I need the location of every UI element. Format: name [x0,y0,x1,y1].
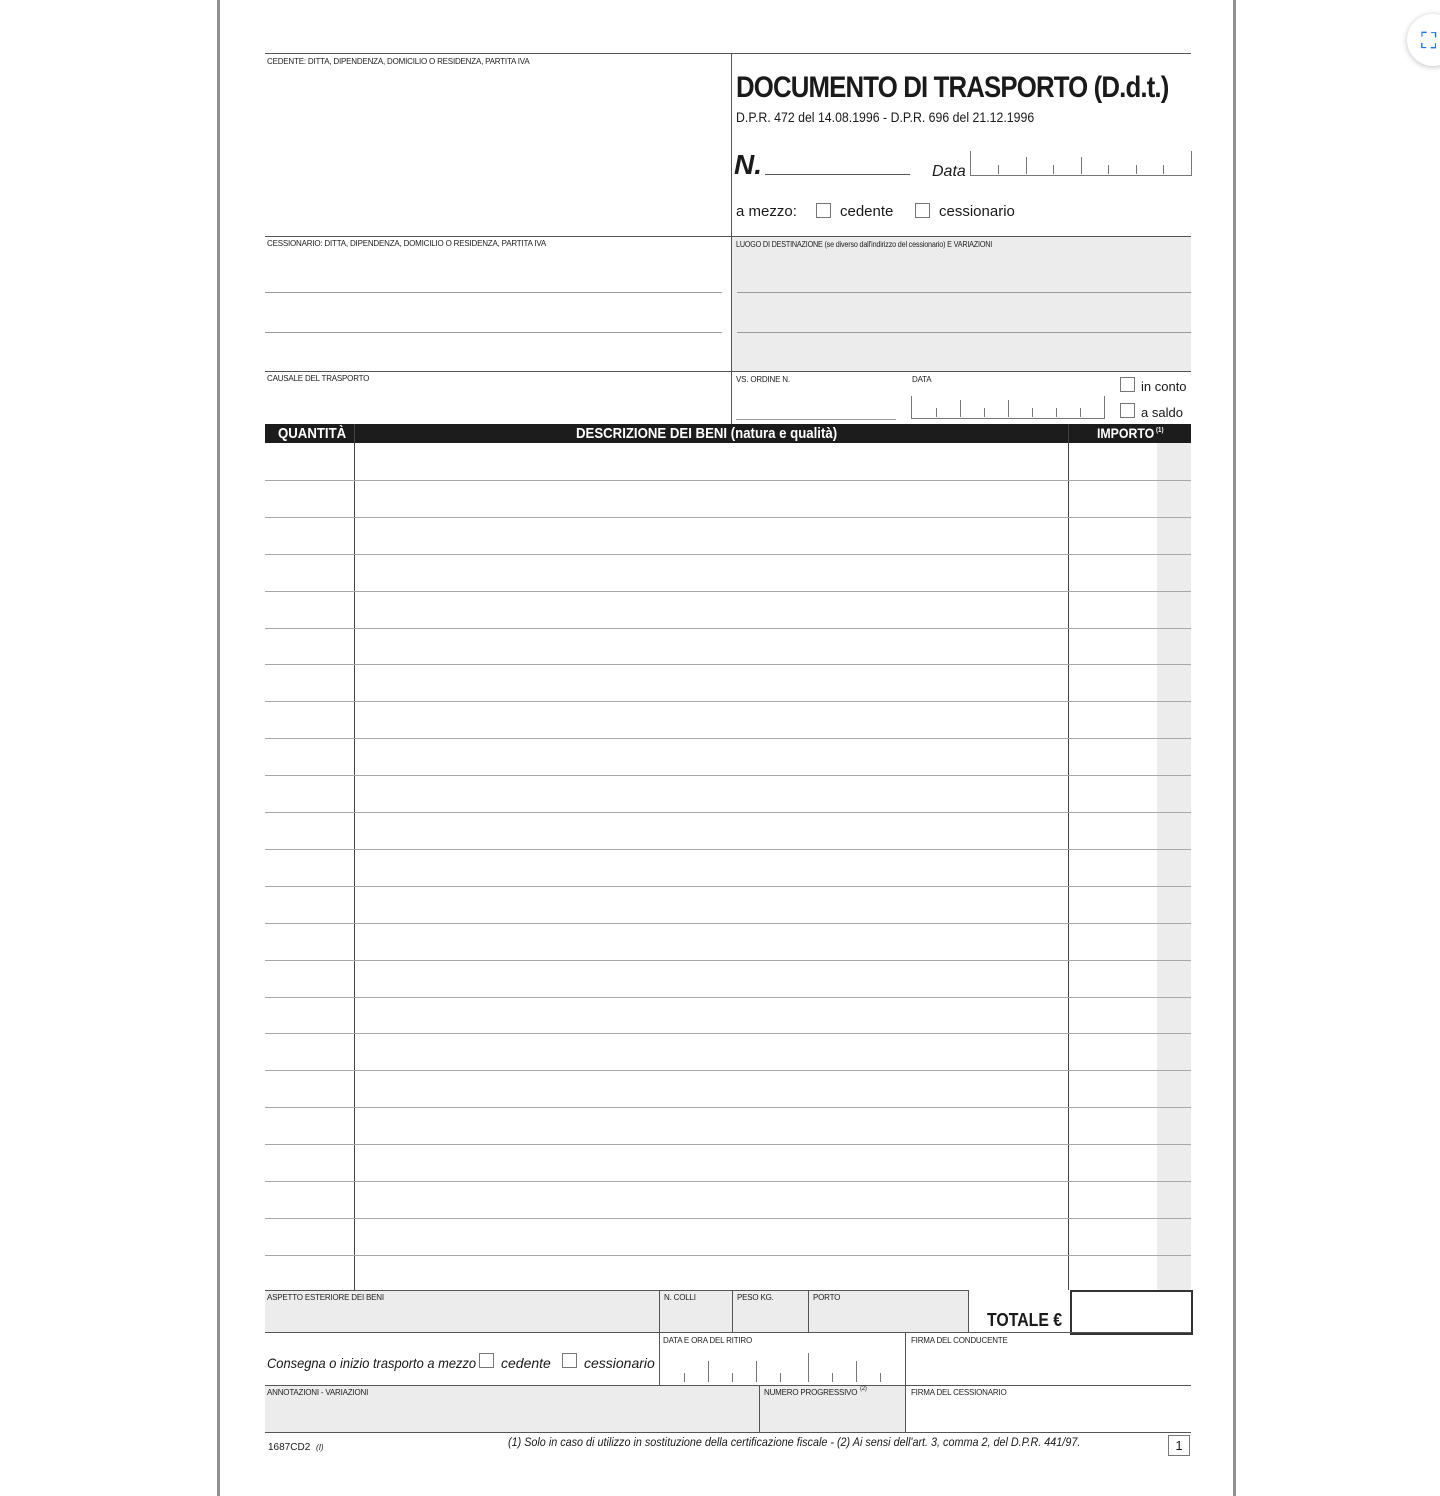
visual-search-button[interactable] [1407,14,1440,66]
table-row-line [265,517,1191,518]
causale-label: CAUSALE DEL TRASPORTO [267,374,370,383]
cessionario-line-2[interactable] [265,332,722,333]
firma-conducente-label: FIRMA DEL CONDUCENTE [911,1336,1008,1345]
consegna-cessionario-checkbox[interactable] [562,1353,577,1368]
a-saldo-checkbox[interactable] [1120,403,1135,418]
table-row-line [265,849,1191,850]
page-border-left [217,0,220,1496]
causale-divider [731,371,732,424]
table-row-line [265,997,1191,998]
table-rows[interactable] [265,443,1191,1290]
table-row-line [265,628,1191,629]
ordine-label: VS. ORDINE N. [736,375,790,384]
table-row-line [265,1144,1191,1145]
colli-label: N. COLLI [664,1293,696,1302]
luogo-line-2 [737,332,1191,333]
table-row-line [265,554,1191,555]
table-row-line [265,701,1191,702]
footer-bottom-border [265,1432,1191,1433]
table-row-line [265,1107,1191,1108]
mezzo-cedente-checkbox[interactable] [816,203,831,218]
document-title: DOCUMENTO DI TRASPORTO (D.d.t.) [736,71,1169,104]
peso-divider [732,1290,733,1332]
luogo-line-1 [737,292,1191,293]
cedente-label: CEDENTE: DITTA, DIPENDENZA, DOMICILIO O RESIDENZA, PARTITA IVA [267,57,530,66]
consegna-cessionario-label: cessionario [584,1355,655,1371]
table-row-line [265,480,1191,481]
table-row-line [265,1181,1191,1182]
ordine-field[interactable] [736,419,896,420]
header-descrizione: DESCRIZIONE DEI BENI (natura e qualità) [576,425,838,442]
ritiro-label: DATA E ORA DEL RITIRO [663,1336,753,1345]
header-importo-note: (1) [1156,427,1164,434]
annotazioni-label: ANNOTAZIONI - VARIAZIONI [267,1388,369,1397]
table-row-line [265,1070,1191,1071]
firma-cessionario-label: FIRMA DEL CESSIONARIO [911,1388,1007,1397]
aspetto-label: ASPETTO ESTERIORE DEI BENI [267,1293,384,1302]
visual-search-icon: ⛶ [1421,29,1437,54]
consegna-cedente-label: cedente [501,1355,551,1371]
mezzo-cessionario-label: cessionario [939,203,1015,220]
mezzo-cessionario-checkbox[interactable] [915,203,930,218]
table-row-line [265,775,1191,776]
cessionario-line-1[interactable] [265,292,722,293]
table-row-line [265,812,1191,813]
mezzo-cedente-label: cedente [840,203,894,220]
ordine-data-label: DATA [912,375,932,384]
in-conto-checkbox[interactable] [1120,377,1135,392]
progressivo-note: (2) [860,1386,867,1392]
annotazioni-border [265,1385,1191,1386]
footnote: (1) Solo in caso di utilizzo in sostituzione della certificazione fiscale - (2) Ai sensi dell'art. 3, comma 2, del D.P.R. 441/97. [508,1435,1081,1449]
totale-label: TOTALE € [987,1310,1063,1330]
table-row-line [265,738,1191,739]
table-row-line [265,1255,1191,1256]
firma-divider [905,1332,906,1432]
consegna-cedente-checkbox[interactable] [479,1353,494,1368]
date-label: Data [932,163,966,180]
porto-divider [808,1290,809,1332]
header-quantita: QUANTITÀ [278,425,347,442]
in-conto-label: in conto [1141,379,1187,394]
date-field[interactable] [970,151,1192,176]
table-row-line [265,664,1191,665]
causale-border [265,371,1191,372]
page-number: 1 [1168,1435,1190,1456]
progressivo-divider [759,1385,760,1432]
mezzo-label: a mezzo: [736,203,797,220]
luogo-label: LUOGO DI DESTINAZIONE (se diverso dall'indirizzo del cessionario) E VARIAZIONI [736,240,993,249]
header-importo: IMPORTO [1097,425,1155,441]
cessionario-label: CESSIONARIO: DITTA, DIPENDENZA, DOMICILIO O RESIDENZA, PARTITA IVA [267,239,546,248]
number-field[interactable] [765,174,910,175]
luogo-area[interactable] [732,237,1191,371]
consegna-label: Consegna o inizio trasporto a mezzo [267,1355,477,1371]
page-border-right [1233,0,1236,1496]
form-code-note: (I) [316,1443,324,1452]
table-row-line [265,1218,1191,1219]
document-subtitle: D.P.R. 472 del 14.08.1996 - D.P.R. 696 del 21.12.1996 [736,109,1035,125]
ordine-data-field[interactable] [911,396,1105,419]
number-label: N. [734,149,762,180]
totale-field[interactable] [1070,1290,1193,1335]
top-border [265,53,1191,54]
peso-label: PESO KG. [737,1293,774,1302]
table-header [265,424,1191,443]
a-saldo-label: a saldo [1141,405,1183,420]
table-row-line [265,591,1191,592]
table-row-line [265,886,1191,887]
table-row-line [265,923,1191,924]
consegna-border [265,1332,1191,1333]
ritiro-field[interactable] [660,1353,905,1383]
table-row-line [265,960,1191,961]
form-code-text: 1687CD2 [268,1442,311,1453]
porto-label: PORTO [813,1293,841,1302]
table-row-line [265,1033,1191,1034]
progressivo-label: NUMERO PROGRESSIVO [764,1388,858,1397]
form-code [268,1442,324,1453]
